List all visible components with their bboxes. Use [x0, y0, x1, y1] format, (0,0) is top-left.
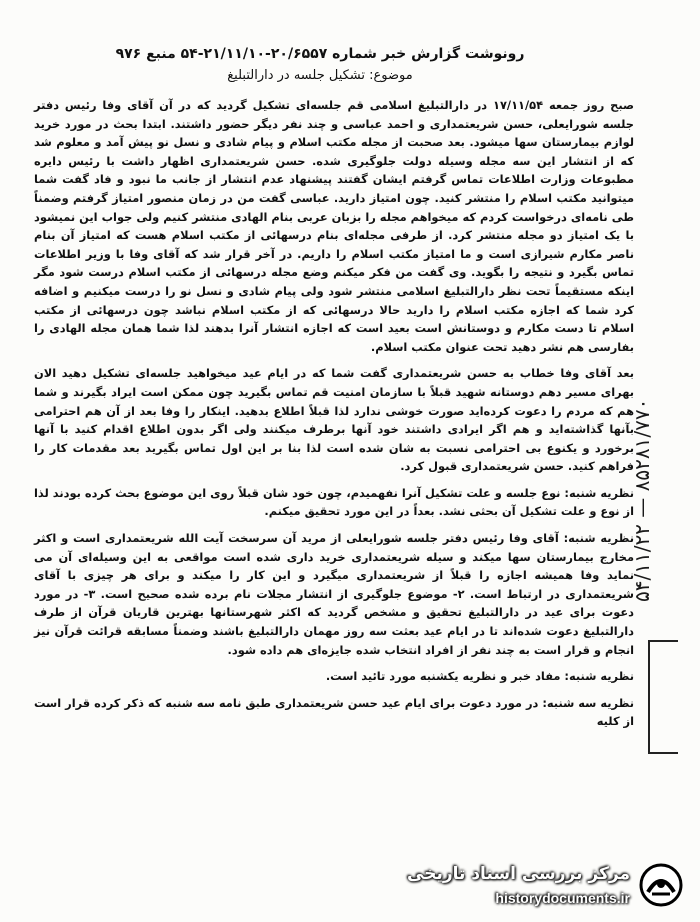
archive-title: مرکز بررسی اسناد تاریخی	[407, 864, 630, 884]
document-header	[40, 46, 600, 83]
report-body	[34, 96, 634, 886]
report-subject: موضوع: تشکیل جلسه در دارالتبلیغ	[227, 68, 413, 83]
archive-url: historydocuments.ir	[495, 890, 630, 906]
paragraph: نظریه شنبه: مفاد خبر و نظریه یکشنبه مورد تائید است.	[325, 669, 634, 684]
margin-bracket	[648, 640, 678, 754]
paragraph: نظریه شنبه: نوع جلسه و علت تشکیل آنرا نفهمیدم، چون خود شان قبلاً روی این موضوع بحث کرده بودند لذا از نوع و علت تشکیل آن بحثی نشد. بعداً در این مورد تحقیق میکنم.	[34, 485, 634, 519]
paragraph: نظریه سه شنبه: در مورد دعوت برای ایام عید حسن شریعتمداری طبق نامه سه شنبه که ذکر کرده قرار است از کلیه	[34, 695, 634, 729]
paragraph: بعد آقای وفا خطاب به حسن شریعتمداری گفت شما که در ایام عید میخواهید جلسه‌ای تشکیل دهید الان بهرای مسیر دهم دوستانه شهید قبلاً با سازمان امنیت قم تماس بگیرید چون ممکن است ایراد بگیرند و شما هم که مردم را دعوت کرده‌اید صورت خوشی ندارد لذا قبلاً اطلاع بدهید. اینکار را وفا بعد از آن هم احترامی بآنها گذاشته‌اید و هم اگر ایرادی داشتند خود آنها برطرف میکنند ولی اگر بدون اطلاع اقدام کنید با آنها برخورد و یکنوع بی احترامی نسبت به شان شده است لذا بنا بر این اول تماس بگیرید بعد مقدمات کار را فراهم کنید. حسن شریعتمداری قبول کرد.	[34, 366, 634, 474]
paragraph: نظریه شنبه: آقای وفا رئیس دفتر جلسه شورایعلی از مرید آن سرسخت آیت الله شریعتمداری است و اکثر مخارج بیمارستان سها میکند و سیله شریعتمداری خرید داری شده است مواقعی به این وسیله‌ای آن می نماید وفا همیشه اجازه را قبلاً از شریعتمداری میگیرد و این کار را میکند و برای هر چیزی با آقای شریعتمداری در ارتباط است. ۲- موضوع جلوگیری از انتشار مجلات نام برده شده صحیح است. ۳- در مورد دعوت برای عید در دارالتبلیغ تحقیق و مشخص گردید که اکثر شهرستانها بهترین قاریان قرآن از طرف دارالتبلیغ دعوت شده‌اند تا در ایام عید بعثت سه روز مهمان دارالتبلیغ باشند وضمناً مسابقه قرائت قرآن نیز انجام و قرار است به چند نفر از افراد انتخاب شده جایزه‌ای هم داده شود.	[34, 531, 634, 657]
report-reference: رونوشت گزارش خبر شماره ۲۰/۶۵۵۷-۲۱/۱۱/۱۰-۵۴ منبع ۹۷۶	[115, 46, 525, 62]
archive-watermark	[382, 858, 692, 916]
paragraph: صبح روز جمعه ۱۷/۱۱/۵۴ در دارالتبلیغ اسلامی قم جلسه‌ای تشکیل گردید که در آن آقای وفا رئیس دفتر جلسه شورایعلی، حسن شریعتمداری و احمد عباسی و چند نفر دیگر حضور داشتند. ابتدا بحث در مورد خرید لوازم بیمارستان سها میشود. بعد صحبت از مجله مکتب اسلام و پیام شادی و نسل نو پیش آمد و معلوم شد که از انتشار این سه مجله وسیله دولت جلوگیری شده. حسن شریعتمداری اظهار داشت با رئیس دایره مطبوعات وزارت اطلاعات تماس گرفتم ایشان گفتند پیشنهاد عدم انتشار از جانب ما نبود و فاد گفت شما میتوانید مکتب اسلام را منتشر کنید. چون امتیاز دارید. عباسی گفت من در زمان منصور امتیاز گرفتم وضمناً طی نامه‌ای درخواست کردم که میخواهم مجله را بزبان عربی بنام الهادی منتشر کنیم ولی جواب این نمیشود با یک امتیاز دو مجله منتشر کرد. از طرفی مجله‌ای بنام درسهائی از مکتب اسلام هست که امتیاز آن بنام ناصر مکارم شیرازی است و ما امتیاز مکتب اسلام را داریم. در آخر قرار شد که آقای وفا با وزیر اطلاعات تماس بگیرد و نتیجه را بگوید. وی گفت من فکر میکنم وضع مجله درسهائی از مکتب اسلام درست شود مگر اینکه مستقیماً تحت نظر دارالتبلیغ اسلامی منتشر شود ولی پیام شادی و نسل نو را درست میکنیم و اضافه کرد شما که اجازه مکتب اسلام را دارید حالا درسهائی که از مکتب اسلام نباشد چون درسهائی از مکتب اسلام تا دست مکارم و دوستانش است بعید است که اجازه انتشار آنرا بدهند لذا شما همان مجله الهادی را بفارسی هم نشر دهید تحت عنوان مکتب اسلام.	[34, 98, 635, 354]
handwritten-margin-note: ۸۵۲۸۱/۷۷۰ — ۵۴/۱۱/۲۲	[630, 398, 654, 602]
archive-logo-icon	[638, 862, 684, 908]
